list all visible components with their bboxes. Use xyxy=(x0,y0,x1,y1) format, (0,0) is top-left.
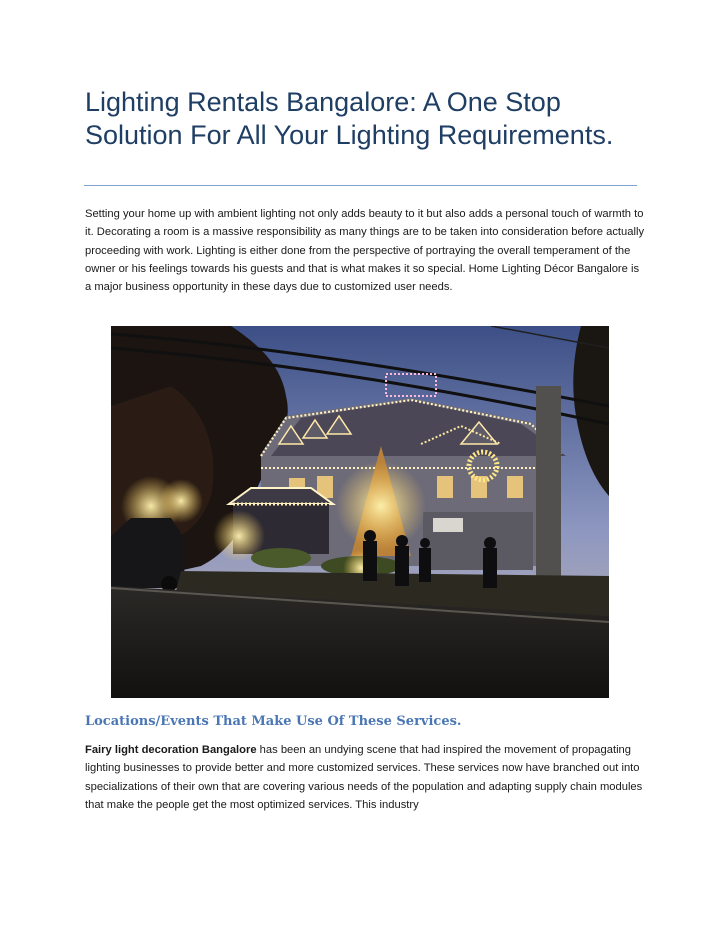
intro-paragraph: Setting your home up with ambient lighting not only adds beauty to it but also adds a personal touch of warmth to it. Decorating a room is a massive responsibility as many things are to be taken into consideration before actually proceeding with work. Lighting is either done from the perspective of portraying the overall temperament of the owner or his feelings towards his guests and that is what makes it so special. Home Lighting Décor Bangalore is a major business opportunity in these days due to customized user needs. xyxy=(85,208,645,294)
title-divider xyxy=(84,185,637,186)
section-body-text: has been an undying scene that had inspired the movement of propagating lighting businesses to provide better and more customized services. These services now have branched out into specializations of their own that are covering various needs of the population and adapting supply chain modules that make the people get the most optimized services. This industry xyxy=(85,744,643,811)
section-bold-phrase: Fairy light decoration Bangalore xyxy=(85,744,257,756)
house-lights-photo xyxy=(111,326,609,698)
section-heading: Locations/Events That Make Use Of These Services. xyxy=(85,714,462,729)
section-paragraph xyxy=(85,741,645,814)
page-title: Lighting Rentals Bangalore: A One Stop Solution For All Your Lighting Requirements. xyxy=(85,87,614,150)
